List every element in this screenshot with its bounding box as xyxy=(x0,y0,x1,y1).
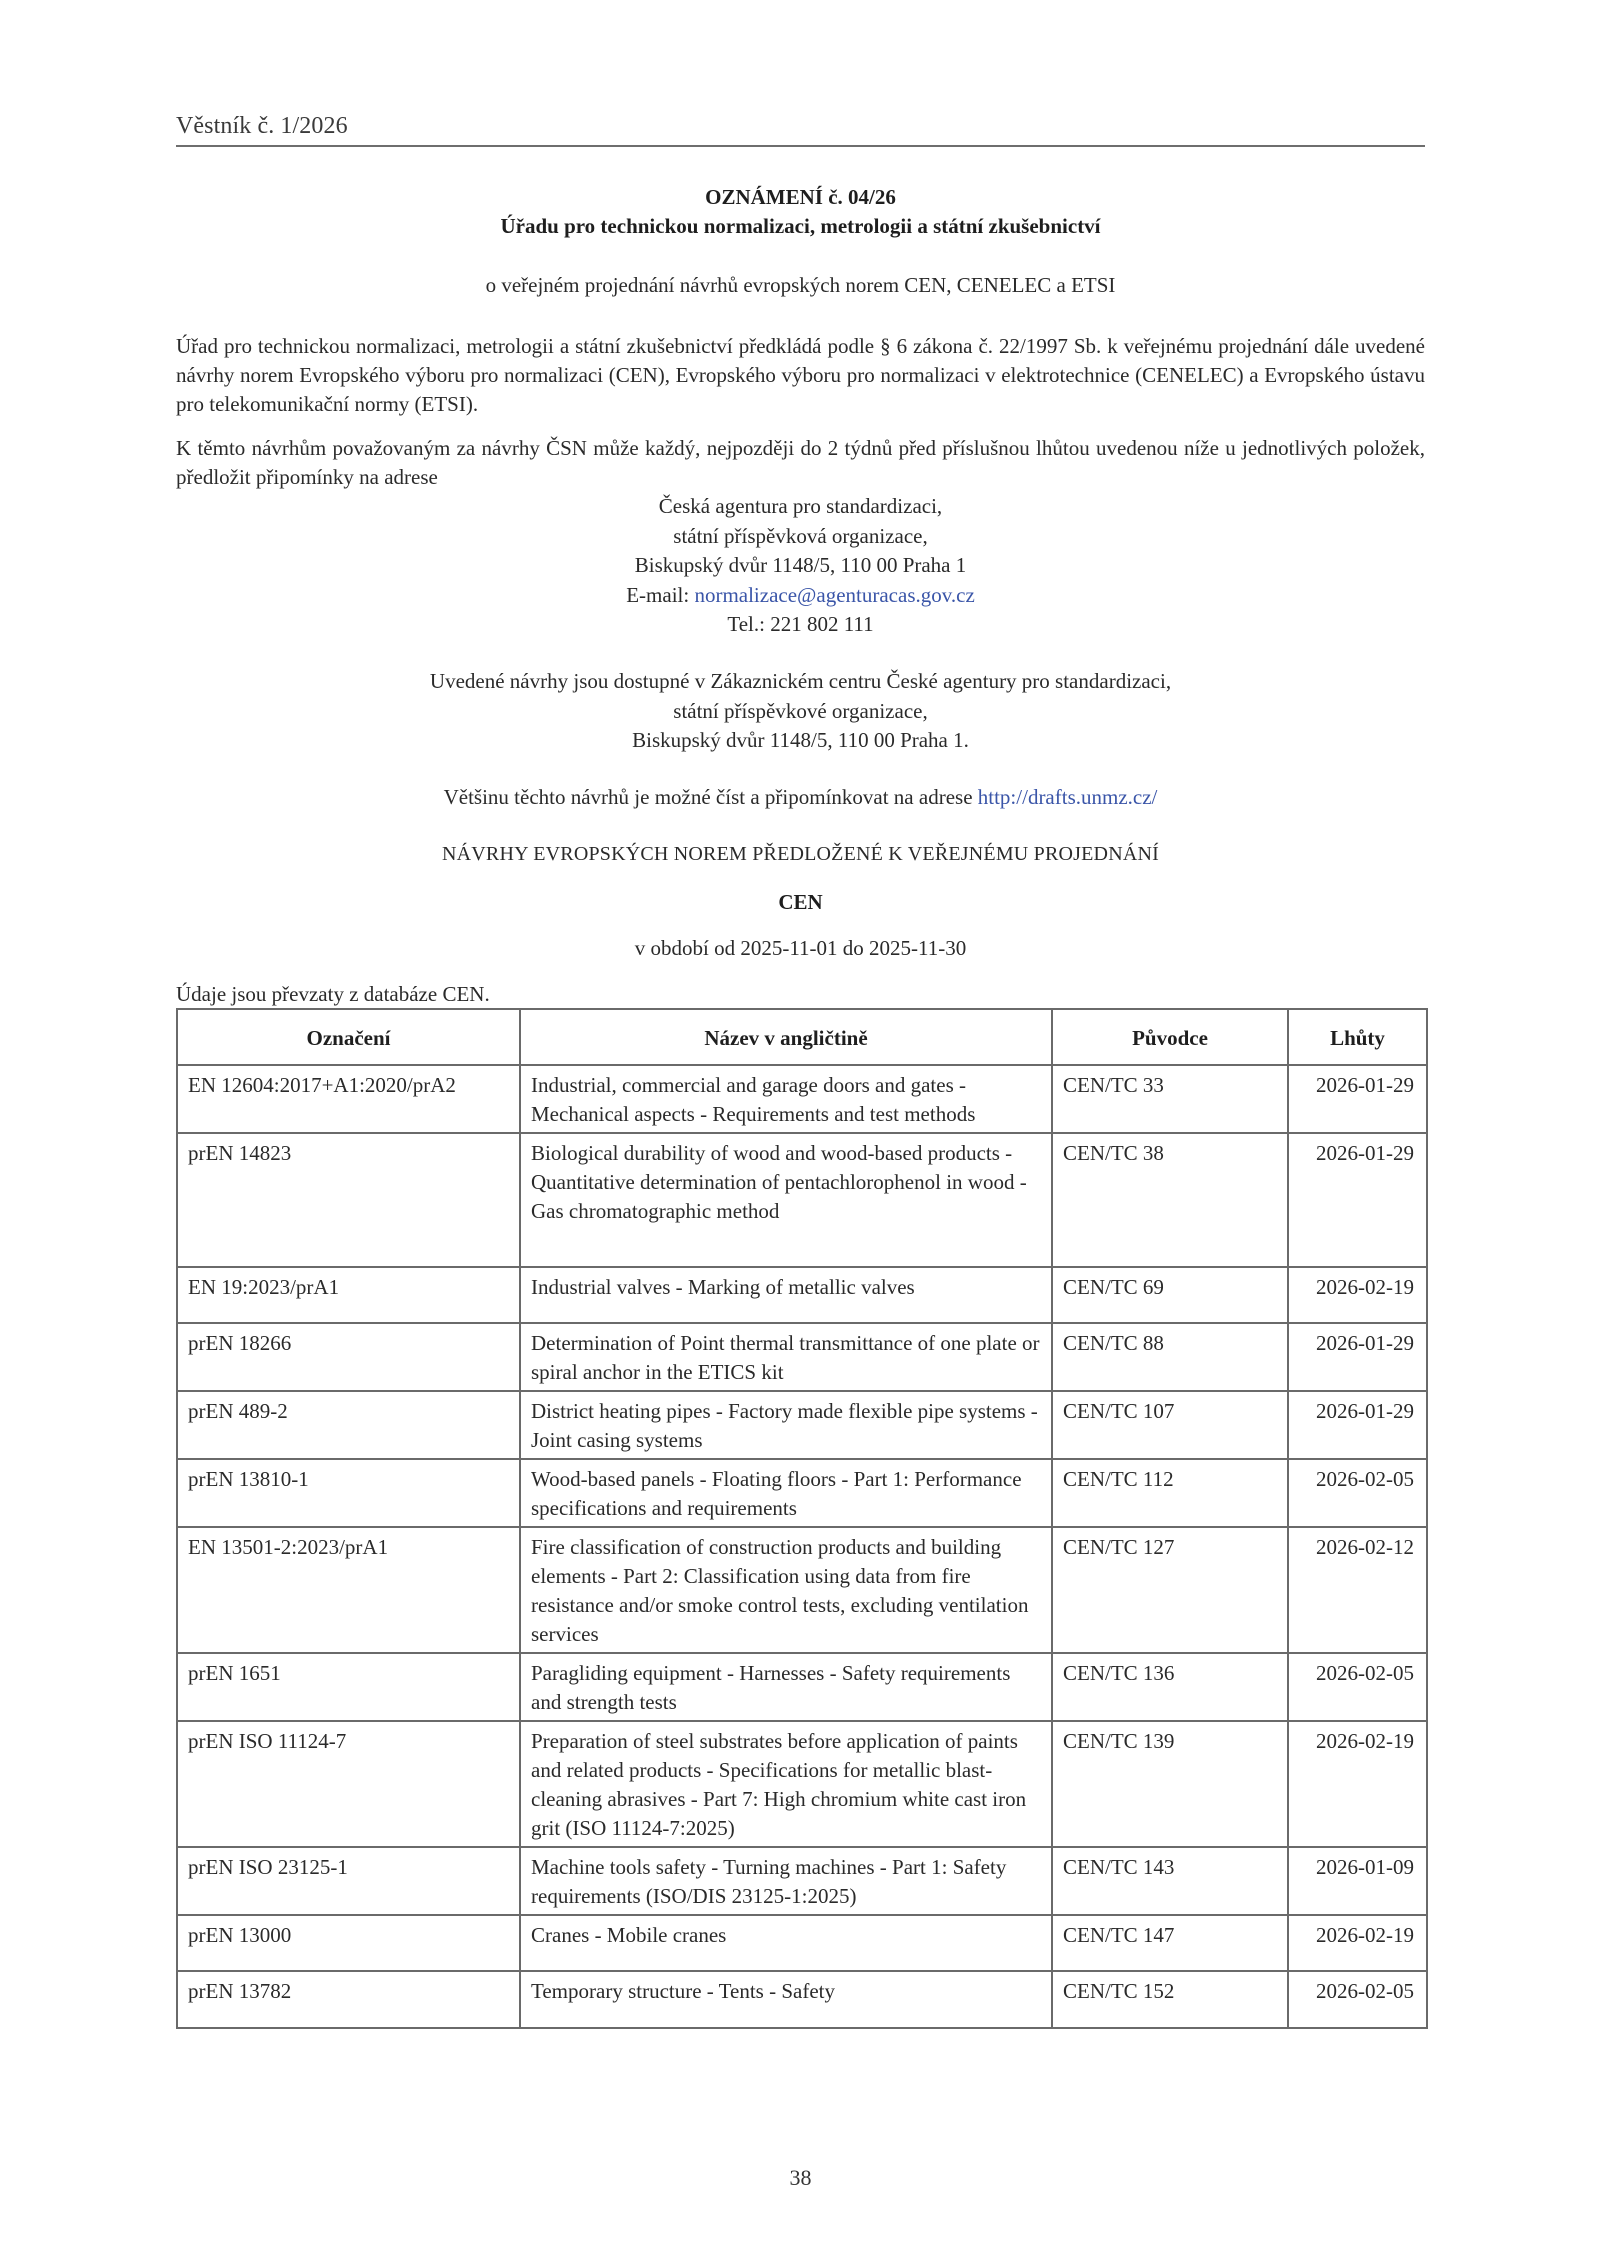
cell-title: Determination of Point thermal transmittance of one plate or spiral anchor in the ETICS kit xyxy=(520,1323,1052,1391)
cell-originator: CEN/TC 33 xyxy=(1052,1065,1288,1133)
table-row xyxy=(177,1915,1427,1971)
cell-title: Industrial valves - Marking of metallic valves xyxy=(520,1267,1052,1323)
column-header-deadline: Lhůty xyxy=(1288,1009,1427,1065)
cell-originator: CEN/TC 139 xyxy=(1052,1721,1288,1847)
announcement-issuer: Úřadu pro technickou normalizaci, metrologii a státní zkušebnictví xyxy=(500,214,1101,238)
table-row xyxy=(177,1267,1427,1323)
table-header-row xyxy=(177,1009,1427,1065)
column-header-title: Název v angličtině xyxy=(520,1009,1052,1065)
cell-deadline: 2026-01-29 xyxy=(1288,1065,1427,1133)
cell-originator: CEN/TC 69 xyxy=(1052,1267,1288,1323)
email-link[interactable]: normalizace@agenturacas.gov.cz xyxy=(694,582,975,607)
cell-originator: CEN/TC 152 xyxy=(1052,1971,1288,2028)
table-row xyxy=(177,1133,1427,1267)
cell-title: Machine tools safety - Turning machines - Part 1: Safety requirements (ISO/DIS 23125-1:2025) xyxy=(520,1847,1052,1915)
header-rule xyxy=(176,145,1425,147)
availability-line-3: Biskupský dvůr 1148/5, 110 00 Praha 1. xyxy=(632,728,969,752)
cell-title: Industrial, commercial and garage doors and gates - Mechanical aspects - Requirements and test methods xyxy=(520,1065,1052,1133)
contact-line-2: státní příspěvková organizace, xyxy=(673,523,928,548)
cell-designation: prEN 13782 xyxy=(177,1971,520,2028)
cell-designation: prEN 13810-1 xyxy=(177,1459,520,1527)
cell-deadline: 2026-02-12 xyxy=(1288,1527,1427,1653)
cell-title: Biological durability of wood and wood-based products - Quantitative determination of pentachlorophenol in wood - Gas chromatographic method xyxy=(520,1133,1052,1267)
contact-email-line xyxy=(176,581,1425,611)
cell-designation: EN 12604:2017+A1:2020/prA2 xyxy=(177,1065,520,1133)
norms-table xyxy=(176,1008,1428,2029)
cell-designation: prEN 489-2 xyxy=(177,1391,520,1459)
contact-address xyxy=(176,492,1425,640)
cell-deadline: 2026-02-19 xyxy=(1288,1915,1427,1971)
cell-originator: CEN/TC 127 xyxy=(1052,1527,1288,1653)
cell-originator: CEN/TC 112 xyxy=(1052,1459,1288,1527)
column-header-originator: Původce xyxy=(1052,1009,1288,1065)
cell-designation: prEN 13000 xyxy=(177,1915,520,1971)
table-row xyxy=(177,1065,1427,1133)
cell-designation: EN 19:2023/prA1 xyxy=(177,1267,520,1323)
cell-designation: prEN 1651 xyxy=(177,1653,520,1721)
comments-paragraph: K těmto návrhům považovaným za návrhy ČSN může každý, nejpozději do 2 týdnů před příslušnou lhůtou uvedenou níže u jednotlivých položek, předložit připomínky na adrese xyxy=(176,436,1425,489)
cell-deadline: 2026-02-05 xyxy=(1288,1971,1427,2028)
online-text: Většinu těchto návrhů je možné číst a připomínkovat na adrese xyxy=(443,785,978,809)
cell-deadline: 2026-01-09 xyxy=(1288,1847,1427,1915)
contact-line-1: Česká agentura pro standardizaci, xyxy=(658,494,943,518)
cell-originator: CEN/TC 38 xyxy=(1052,1133,1288,1267)
cell-designation: prEN ISO 23125-1 xyxy=(177,1847,520,1915)
cell-originator: CEN/TC 143 xyxy=(1052,1847,1288,1915)
cell-deadline: 2026-02-19 xyxy=(1288,1267,1427,1323)
section-heading: NÁVRHY EVROPSKÝCH NOREM PŘEDLOŽENÉ K VEŘEJNÉMU PROJEDNÁNÍ xyxy=(442,843,1159,865)
cell-title: Cranes - Mobile cranes xyxy=(520,1915,1052,1971)
table-row xyxy=(177,1847,1427,1915)
availability-address xyxy=(176,667,1425,756)
cell-originator: CEN/TC 147 xyxy=(1052,1915,1288,1971)
cell-designation: prEN 18266 xyxy=(177,1323,520,1391)
cell-originator: CEN/TC 136 xyxy=(1052,1653,1288,1721)
availability-line-2: státní příspěvkové organizace, xyxy=(673,698,928,723)
cell-title: District heating pipes - Factory made flexible pipe systems - Joint casing systems xyxy=(520,1391,1052,1459)
table-row xyxy=(177,1323,1427,1391)
page-number: 38 xyxy=(789,2165,812,2190)
cell-designation: EN 13501-2:2023/prA1 xyxy=(177,1527,520,1653)
source-note: Údaje jsou převzaty z databáze CEN. xyxy=(176,982,490,1006)
table-row xyxy=(177,1653,1427,1721)
announcement-subject: o veřejném projednání návrhů evropských norem CEN, CENELEC a ETSI xyxy=(485,273,1116,297)
cell-title: Fire classification of construction products and building elements - Part 2: Classification using data from fire resistance and/or smoke control tests, excluding ventilation services xyxy=(520,1527,1052,1653)
running-head: Věstník č. 1/2026 xyxy=(176,113,348,139)
cell-designation: prEN ISO 11124-7 xyxy=(177,1721,520,1847)
table-row xyxy=(177,1721,1427,1847)
column-header-designation: Označení xyxy=(177,1009,520,1065)
cell-title: Preparation of steel substrates before application of paints and related products - Specifications for metallic blast-cleaning abrasives - Part 7: High chromium white cast iron grit (ISO 11124-7:2025) xyxy=(520,1721,1052,1847)
cell-deadline: 2026-02-05 xyxy=(1288,1653,1427,1721)
cell-originator: CEN/TC 107 xyxy=(1052,1391,1288,1459)
drafts-link[interactable]: http://drafts.unmz.cz/ xyxy=(977,785,1158,809)
cell-designation: prEN 14823 xyxy=(177,1133,520,1267)
email-label: E-mail: xyxy=(626,582,695,607)
intro-paragraph: Úřad pro technickou normalizaci, metrologii a státní zkušebnictví předkládá podle § 6 zákona č. 22/1997 Sb. k veřejnému projednání dále uvedené návrhy norem Evropského výboru pro normalizaci (CEN), Evropského výboru pro normalizaci v elektrotechnice (CENELEC) a Evropského ústavu pro telekomunikační normy (ETSI). xyxy=(176,334,1425,416)
cell-originator: CEN/TC 88 xyxy=(1052,1323,1288,1391)
cell-title: Temporary structure - Tents - Safety xyxy=(520,1971,1052,2028)
cell-deadline: 2026-01-29 xyxy=(1288,1391,1427,1459)
table-row xyxy=(177,1971,1427,2028)
cell-title: Wood-based panels - Floating floors - Part 1: Performance specifications and requirements xyxy=(520,1459,1052,1527)
table-row xyxy=(177,1527,1427,1653)
table-row xyxy=(177,1459,1427,1527)
period-text: v období od 2025-11-01 do 2025-11-30 xyxy=(634,936,967,960)
cell-deadline: 2026-01-29 xyxy=(1288,1133,1427,1267)
contact-line-3: Biskupský dvůr 1148/5, 110 00 Praha 1 xyxy=(634,553,967,577)
organization-heading: CEN xyxy=(778,890,823,914)
availability-line-1: Uvedené návrhy jsou dostupné v Zákaznickém centru České agentury pro standardizaci, xyxy=(429,669,1172,693)
online-drafts-line xyxy=(176,785,1425,810)
cell-deadline: 2026-01-29 xyxy=(1288,1323,1427,1391)
contact-phone: Tel.: 221 802 111 xyxy=(727,612,874,636)
cell-deadline: 2026-02-05 xyxy=(1288,1459,1427,1527)
announcement-title: OZNÁMENÍ č. 04/26 xyxy=(705,185,896,209)
table-row xyxy=(177,1391,1427,1459)
cell-deadline: 2026-02-19 xyxy=(1288,1721,1427,1847)
cell-title: Paragliding equipment - Harnesses - Safety requirements and strength tests xyxy=(520,1653,1052,1721)
